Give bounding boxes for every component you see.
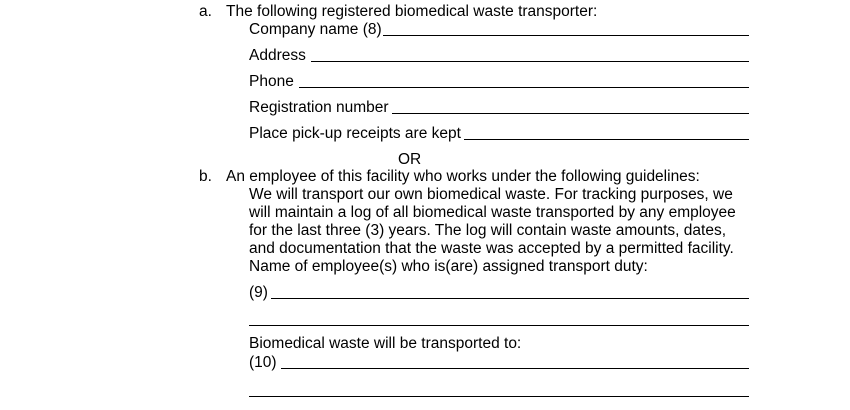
employee-names-field-line-2[interactable] <box>249 325 749 326</box>
section-a-marker: a. <box>199 3 212 20</box>
pickup-receipts-label: Place pick-up receipts are kept <box>249 125 461 142</box>
guideline-line-3: for the last three (3) years. The log will contain waste amounts, dates, <box>249 222 727 239</box>
section-b-marker: b. <box>199 168 212 185</box>
guideline-line-4: and documentation that the waste was accepted by a permitted facility. <box>249 240 734 257</box>
guideline-line-1: We will transport our own biomedical waste. For tracking purposes, we <box>249 186 733 203</box>
field-10-label: (10) <box>249 354 277 371</box>
registration-number-field[interactable] <box>392 113 749 114</box>
transport-destination-field[interactable] <box>281 368 749 369</box>
company-name-field[interactable] <box>383 35 749 36</box>
phone-label: Phone <box>249 73 294 90</box>
transport-destination-field-line-2[interactable] <box>249 396 749 397</box>
section-a-intro: The following registered biomedical waste transporter: <box>226 3 598 20</box>
address-label: Address <box>249 47 306 64</box>
field-9-label: (9) <box>249 284 268 301</box>
or-divider: OR <box>398 151 422 168</box>
pickup-receipts-field[interactable] <box>464 139 749 140</box>
guideline-line-2: will maintain a log of all biomedical waste transported by any employee <box>249 204 736 221</box>
company-name-label: Company name (8) <box>249 21 382 38</box>
registration-number-label: Registration number <box>249 99 389 116</box>
transport-destination-label: Biomedical waste will be transported to: <box>249 335 522 352</box>
section-b-intro: An employee of this facility who works under the following guidelines: <box>226 168 700 185</box>
phone-field[interactable] <box>299 87 749 88</box>
employee-names-field[interactable] <box>271 298 749 299</box>
employee-names-label: Name of employee(s) who is(are) assigned transport duty: <box>249 258 648 275</box>
address-field[interactable] <box>311 61 749 62</box>
